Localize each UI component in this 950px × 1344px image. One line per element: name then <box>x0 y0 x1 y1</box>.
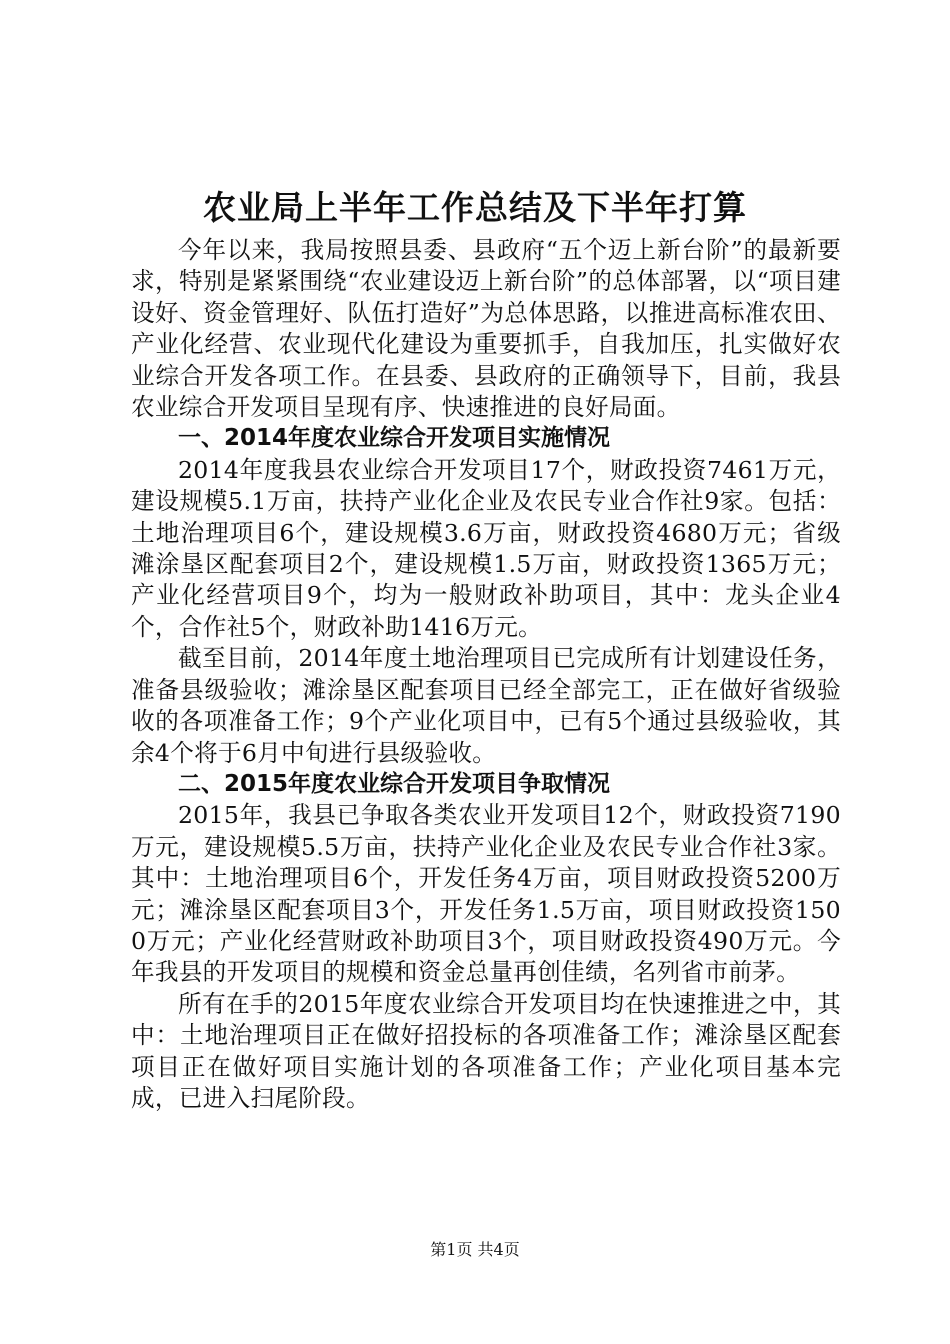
page-footer: 第1页 共4页 <box>430 1240 520 1259</box>
document-body <box>131 235 841 1114</box>
intro-paragraph: 今年以来，我局按照县委、县政府“五个迈上新台阶”的最新要求，特别是紧紧围绕“农业建设迈上新台阶”的总体部署，以“项目建设好、资金管理好、队伍打造好”为总体思路，以推进高标准农田、产业化经营、农业现代化建设为重要抓手，自我加压，扎实做好农业综合开发各项工作。在县委、县政府的正确领导下，目前，我县农业综合开发项目呈现有序、快速推进的良好局面。 <box>131 236 841 422</box>
paragraph-2015-progress: 所有在手的2015年度农业综合开发项目均在快速推进之中，其中：土地治理项目正在做好招投标的各项准备工作；滩涂垦区配套项目正在做好项目实施计划的各项准备工作；产业化项目基本完成，已进入扫尾阶段。 <box>131 989 841 1112</box>
paragraph-2014-progress: 截至目前，2014年度土地治理项目已完成所有计划建设任务，准备县级验收；滩涂垦区配套项目已经全部完工，正在做好省级验收的各项准备工作；9个产业化项目中，已有5个通过县级验收，其余4个将于6月中旬进行县级验收。 <box>131 644 841 767</box>
section-heading-2015: 二、2015年度农业综合开发项目争取情况 <box>178 770 611 797</box>
document-title: 农业局上半年工作总结及下半年打算 <box>203 188 747 227</box>
paragraph-2015-overview: 2015年，我县已争取各类农业开发项目12个，财政投资7190万元，建设规模5.5万亩，扶持产业化企业及农民专业合作社3家。其中：土地治理项目6个，开发任务4万亩，项目财政投资5200万元；滩涂垦区配套项目3个，开发任务1.5万亩，项目财政投资1500万元；产业化经营财政补助项目3个，项目财政投资490万元。今年我县的开发项目的规模和资金总量再创佳绩，名列省市前茅。 <box>131 801 841 987</box>
section-heading-2014: 一、2014年度农业综合开发项目实施情况 <box>178 425 611 452</box>
paragraph-2014-overview: 2014年度我县农业综合开发项目17个，财政投资7461万元，建设规模5.1万亩，扶持产业化企业及农民专业合作社9家。包括：土地治理项目6个，建设规模3.6万亩，财政投资4680万元；省级滩涂垦区配套项目2个，建设规模1.5万亩，财政投资1365万元；产业化经营项目9个，均为一般财政补助项目，其中：龙头企业4个，合作社5个，财政补助1416万元。 <box>131 455 841 641</box>
